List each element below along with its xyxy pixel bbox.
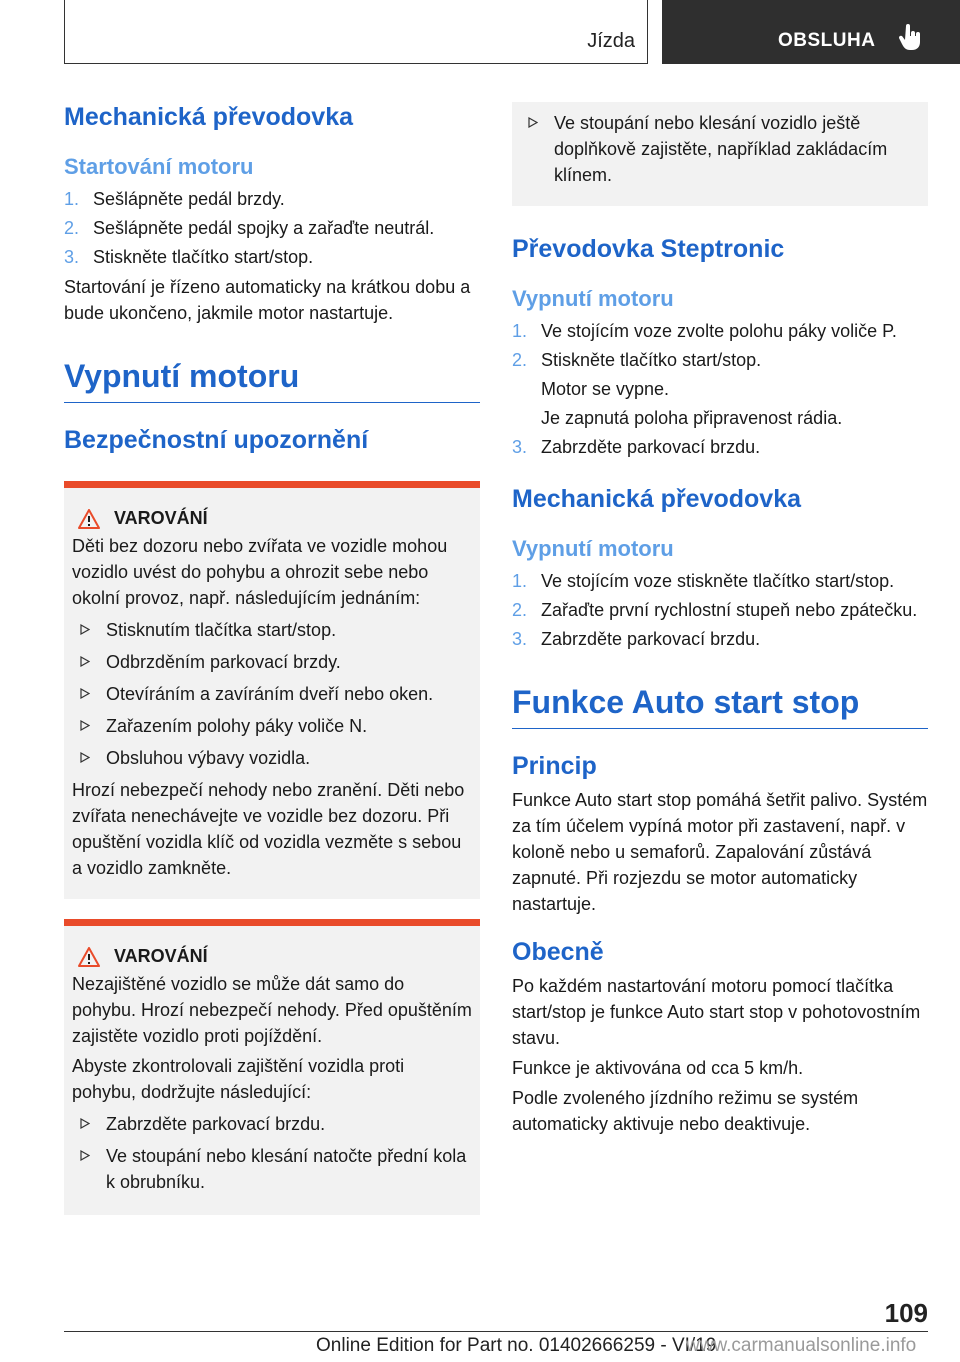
right-column [512, 102, 928, 1141]
warning-box-unsecured-vehicle [64, 919, 480, 1215]
heading-steptronic: Převodovka Steptronic [512, 235, 785, 263]
list-item: Zabrzděte parkovací brzdu. [72, 1111, 472, 1137]
heading-engine-start: Startování motoru [64, 154, 254, 179]
footer-divider [64, 1331, 928, 1332]
step-note: Je zapnutá poloha připravenost rádia. [541, 408, 843, 428]
heading-engine-off-steptronic: Vypnutí motoru [512, 286, 674, 311]
header-chapter-tab [662, 0, 960, 64]
list-item: Otevíráním a zavíráním dveří nebo oken. [72, 681, 472, 707]
principle-text: Funkce Auto start stop pomáhá šetřit palivo. Systém za tím účelem vypíná motor při zastavení, např. v koloně nebo u semaforů. Zapalování zůstává zapnuté. Při rozjezdu se motor automaticky nastartuje. [512, 790, 928, 914]
list-item: Ve stoupání nebo klesání vozidlo ještě doplňkově zajistěte, například zakládacím klínem. [520, 110, 920, 188]
steptronic-steps-list [512, 318, 928, 373]
triangle-bullet-icon [80, 1118, 90, 1129]
heading-engine-off-manual: Vypnutí motoru [512, 536, 674, 561]
list-item: 2. Stiskněte tlačítko start/stop. [512, 350, 762, 370]
start-paragraph: Startování je řízeno automaticky na krátkou dobu a bude ukončeno, jakmile motor nastartuje. [64, 277, 471, 323]
start-steps-list [64, 186, 480, 270]
warning-title: VAROVÁNÍ [72, 508, 472, 529]
header-section-title: Jízda [587, 30, 635, 52]
list-item: Obsluhou výbavy vozidla. [72, 745, 472, 771]
steptronic-steps-list-cont [512, 434, 928, 460]
warning-triangle-icon [78, 509, 100, 529]
header-section-box [64, 0, 648, 64]
step-note: Motor se vypne. [541, 379, 670, 399]
warning-intro-2: Abyste zkontrolovali zajištění vozidla proti pohybu, dodržujte následující: [72, 1056, 405, 1102]
warning-box-children [64, 481, 480, 899]
heading-manual-gearbox: Mechanická převodovka [64, 103, 354, 131]
warning-actions-list [72, 1111, 472, 1195]
warning-triangle-icon [78, 947, 100, 967]
header-chapter-title: OBSLUHA [778, 30, 876, 51]
list-item: 3. Stiskněte tlačítko start/stop. [64, 247, 314, 267]
triangle-bullet-icon [80, 656, 90, 667]
general-paragraph-1: Po každém nastartování motoru pomocí tlačítka start/stop je funkce Auto start stop v pohotovostním stavu. [512, 976, 921, 1048]
warning-outro: Hrozí nebezpečí nehody nebo zranění. Děti nebo zvířata nenechávejte ve vozidle bez dozoru. Při opuštění vozidla klíč od vozidla vezměte s sebou a vozidlo zamkněte. [72, 780, 465, 878]
footer-edition: Online Edition for Part no. 01402666259 - VI/19 [316, 1335, 717, 1356]
manual-steps-list [512, 568, 928, 652]
warning-continuation-box [512, 102, 928, 206]
warning-title: VAROVÁNÍ [72, 946, 472, 967]
heading-safety-notes: Bezpečnostní upozornění [64, 426, 369, 454]
heading-manual-gearbox-2: Mechanická převodovka [512, 485, 802, 513]
triangle-bullet-icon [80, 1150, 90, 1161]
general-paragraph-3: Podle zvoleného jízdního režimu se systém automaticky aktivuje nebo deaktivuje. [512, 1088, 859, 1134]
triangle-bullet-icon [80, 688, 90, 699]
triangle-bullet-icon [80, 752, 90, 763]
hand-pointer-icon [898, 24, 922, 52]
heading-auto-start-stop: Funkce Auto start stop [512, 680, 928, 729]
list-item: 3. Zabrzděte parkovací brzdu. [512, 437, 761, 457]
general-paragraph-2: Funkce je aktivována od cca 5 km/h. [512, 1058, 804, 1078]
footer-watermark: www.carmanualsonline.info [686, 1335, 917, 1356]
list-item: Odbrzděním parkovací brzdy. [72, 649, 472, 675]
heading-engine-off: Vypnutí motoru [64, 354, 480, 403]
triangle-bullet-icon [80, 624, 90, 635]
heading-principle: Princip [512, 752, 597, 780]
list-item: 1. Ve stojícím voze zvolte polohu páky voliče P. [512, 321, 897, 341]
left-column [64, 100, 480, 1215]
warning-intro: Nezajištěné vozidlo se může dát samo do pohybu. Hrozí nebezpečí nehody. Před opuštěním zajistěte vozidlo proti pojíždění. [72, 974, 472, 1046]
warning-actions-list [520, 110, 920, 188]
page-number: 109 [884, 1298, 928, 1328]
triangle-bullet-icon [528, 117, 538, 128]
list-item: Stisknutím tlačítka start/stop. [72, 617, 472, 643]
list-item: 2. Zařaďte první rychlostní stupeň nebo zpátečku. [512, 600, 918, 620]
list-item: 2. Sešlápněte pedál spojky a zařaďte neutrál. [64, 218, 435, 238]
list-item: Ve stoupání nebo klesání natočte přední kola k obrubníku. [72, 1143, 472, 1195]
list-item: Zařazením polohy páky voliče N. [72, 713, 472, 739]
triangle-bullet-icon [80, 720, 90, 731]
list-item: 1. Ve stojícím voze stiskněte tlačítko start/stop. [512, 571, 895, 591]
list-item: 1. Sešlápněte pedál brzdy. [64, 189, 285, 209]
heading-general: Obecně [512, 938, 604, 966]
warning-actions-list [72, 617, 472, 771]
list-item: 3. Zabrzděte parkovací brzdu. [512, 629, 761, 649]
warning-intro: Děti bez dozoru nebo zvířata ve vozidle mohou vozidlo uvést do pohybu a ohrozit sebe nebo okolní provoz, např. následujícím jednáním: [72, 536, 448, 608]
